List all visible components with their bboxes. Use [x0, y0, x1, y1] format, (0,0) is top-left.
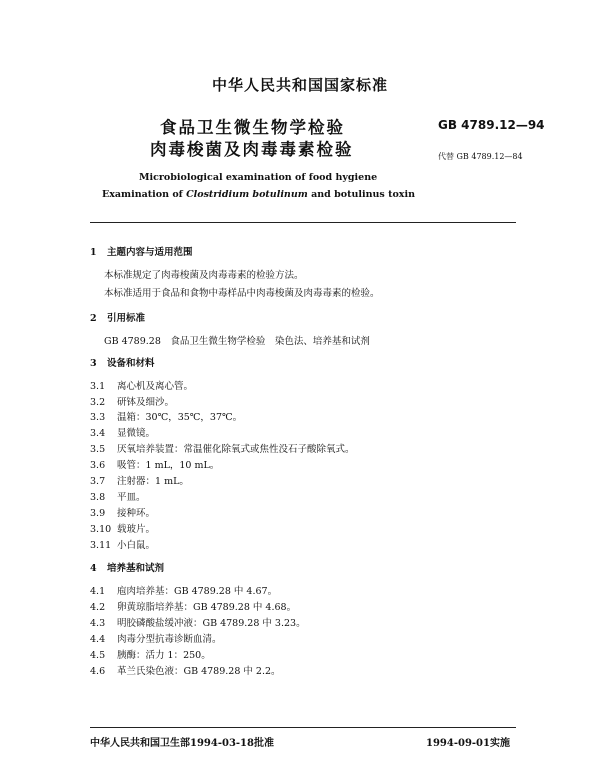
section-number: 2	[90, 313, 97, 324]
english-title-italic: Clostridium botulinum	[186, 189, 308, 200]
item-number: 4.2	[90, 602, 106, 613]
section-title: 设备和材料	[107, 358, 155, 369]
section-1-paragraph: 本标准适用于食品和食物中毒样品中肉毒梭菌及肉毒毒素的检验。	[104, 288, 380, 299]
list-item	[90, 615, 306, 629]
list-item	[90, 457, 219, 471]
section-title: 培养基和试剂	[107, 563, 165, 574]
section-3-heading	[90, 355, 155, 369]
item-text: 研钵及细沙。	[117, 397, 175, 408]
section-4-heading	[90, 560, 164, 574]
document-title-line2: 肉毒梭菌及肉毒毒素检验	[150, 140, 354, 159]
item-number: 3.4	[90, 428, 106, 439]
english-title-line1: Microbiological examination of food hygiene	[139, 172, 378, 183]
list-item	[90, 425, 155, 439]
list-item	[90, 489, 146, 503]
header-divider	[90, 222, 516, 223]
item-number: 3.5	[90, 444, 106, 455]
section-title: 主题内容与适用范围	[107, 247, 193, 258]
list-item	[90, 583, 277, 597]
item-text: 革兰氏染色液：GB 4789.28 中 2.2。	[117, 666, 281, 677]
list-item	[90, 409, 242, 423]
item-text: 吸管：1 mL，10 mL。	[117, 460, 220, 471]
item-text: 温箱：30℃，35℃，37℃。	[117, 412, 243, 423]
document-title-line1: 食品卫生微生物学检验	[160, 118, 345, 137]
item-text: 离心机及离心管。	[117, 381, 194, 392]
section-number: 3	[90, 358, 97, 369]
english-title-line2	[102, 189, 415, 200]
item-number: 3.11	[90, 540, 112, 551]
list-item	[90, 663, 281, 677]
approval-info: 中华人民共和国卫生部1994-03-18批准	[90, 738, 274, 749]
item-text: 显微镜。	[117, 428, 156, 439]
item-text: 注射器：1 mL。	[117, 476, 189, 487]
section-1-heading	[90, 244, 193, 258]
list-item	[90, 599, 296, 613]
implementation-date: 1994-09-01实施	[426, 738, 510, 749]
item-text: 庖肉培养基：GB 4789.28 中 4.67。	[117, 586, 278, 597]
standard-number: GB 4789.12—94	[438, 118, 545, 132]
item-number: 3.10	[90, 524, 112, 535]
list-item	[90, 441, 355, 455]
item-text: 载玻片。	[117, 524, 156, 535]
list-item	[90, 647, 211, 661]
item-number: 3.9	[90, 508, 106, 519]
item-text: 小白鼠。	[117, 540, 156, 551]
item-text: 明胶磷酸盐缓冲液：GB 4789.28 中 3.23。	[117, 618, 306, 629]
list-item	[90, 631, 222, 645]
item-text: 接种环。	[117, 508, 156, 519]
replaces-standard: 代替 GB 4789.12—84	[438, 152, 523, 161]
item-text: 卵黄琼脂培养基：GB 4789.28 中 4.68。	[117, 602, 297, 613]
list-item	[90, 394, 174, 408]
section-2-reference: GB 4789.28 食品卫生微生物学检验 染色法、培养基和试剂	[104, 336, 370, 347]
item-number: 3.2	[90, 397, 106, 408]
list-item	[90, 537, 155, 551]
item-text: 厌氧培养装置：常温催化除氧式或焦性没石子酸除氧式。	[117, 444, 355, 455]
footer-divider	[90, 727, 516, 728]
item-number: 4.1	[90, 586, 106, 597]
list-item	[90, 521, 155, 535]
english-title-suffix: and botulinus toxin	[307, 189, 415, 200]
english-title-prefix: Examination of	[102, 189, 187, 200]
section-title: 引用标准	[107, 313, 146, 324]
section-number: 1	[90, 247, 97, 258]
item-number: 3.1	[90, 381, 106, 392]
item-number: 3.7	[90, 476, 106, 487]
country-standard-heading: 中华人民共和国国家标准	[211, 76, 388, 94]
list-item	[90, 473, 189, 487]
item-number: 3.8	[90, 492, 106, 503]
section-1-paragraph: 本标准规定了肉毒梭菌及肉毒毒素的检验方法。	[104, 270, 304, 281]
item-number: 3.3	[90, 412, 106, 423]
list-item	[90, 505, 155, 519]
item-text: 胰酶：活力 1：250。	[117, 650, 211, 661]
item-number: 4.3	[90, 618, 106, 629]
item-number: 4.4	[90, 634, 106, 645]
item-number: 3.6	[90, 460, 106, 471]
item-text: 平皿。	[117, 492, 146, 503]
item-text: 肉毒分型抗毒诊断血清。	[117, 634, 222, 645]
item-number: 4.5	[90, 650, 106, 661]
list-item	[90, 378, 193, 392]
section-number: 4	[90, 563, 97, 574]
item-number: 4.6	[90, 666, 106, 677]
section-2-heading	[90, 310, 145, 324]
